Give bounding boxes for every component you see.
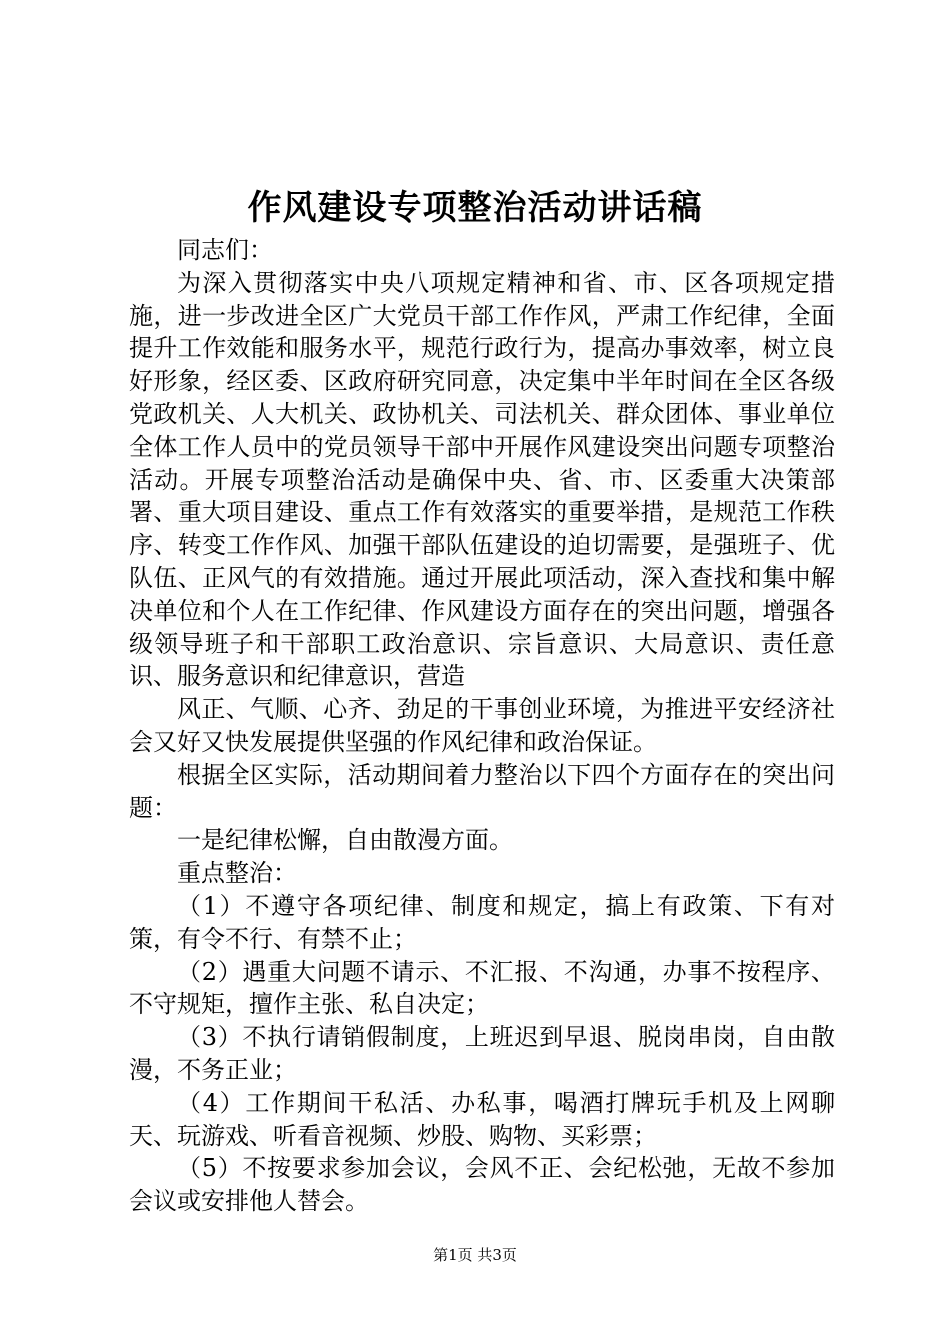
list-item-5: （5）不按要求参加会议，会风不正、会纪松弛，无故不参加会议或安排他人替会。 — [129, 1154, 835, 1216]
list-item-4: （4）工作期间干私活、办私事，喝酒打牌玩手机及上网聊天、玩游戏、听看音视频、炒股、购物、买彩票； — [129, 1088, 835, 1150]
paragraph-continuation: 风正、气顺、心齐、劲足的干事创业环境，为推进平安经济社会又好又快发展提供坚强的作风纪律和政治保证。 — [129, 695, 835, 756]
list-item-2: （2）遇重大问题不请示、不汇报、不沟通，办事不按程序、不守规矩，擅作主张、私自决定； — [129, 957, 835, 1019]
list-item-1: （1）不遵守各项纪律、制度和规定，搞上有政策、下有对策，有令不行、有禁不止； — [129, 891, 835, 953]
document-title: 作风建设专项整治活动讲话稿 — [247, 188, 703, 228]
paragraph-intro: 为深入贯彻落实中央八项规定精神和省、市、区各项规定措施，进一步改进全区广大党员干部工作作风，严肃工作纪律，全面提升工作效能和服务水平，规范行政行为，提高办事效率，树立良好形象，经区委、区政府研究同意，决定集中半年时间在全区各级党政机关、人大机关、政协机关、司法机关、群众团体、事业单位全体工作人员中的党员领导干部中开展作风建设突出问题专项整治活动。开展专项整治活动是确保中央、省、市、区委重大决策部署、重大项目建设、重点工作有效落实的重要举措，是规范工作秩序、转变工作作风、加强干部队伍建设的迫切需要，是强班子、优队伍、正风气的有效措施。通过开展此项活动，深入查找和集中解决单位和个人在工作纪律、作风建设方面存在的突出问题，增强各级领导班子和干部职工政治意识、宗旨意识、大局意识、责任意识、服务意识和纪律意识，营造 — [129, 268, 835, 691]
salutation: 同志们： — [177, 236, 273, 264]
list-item-3: （3）不执行请销假制度，上班迟到早退、脱岗串岗，自由散漫，不务正业； — [129, 1023, 835, 1084]
section-heading-1: 一是纪律松懈，自由散漫方面。 — [177, 826, 513, 855]
document-body — [129, 234, 835, 1218]
paragraph-scope: 根据全区实际，活动期间着力整治以下四个方面存在的突出问题： — [129, 760, 835, 822]
focus-label: 重点整治： — [177, 859, 297, 888]
page-footer: 第1页 共3页 — [433, 1246, 517, 1264]
